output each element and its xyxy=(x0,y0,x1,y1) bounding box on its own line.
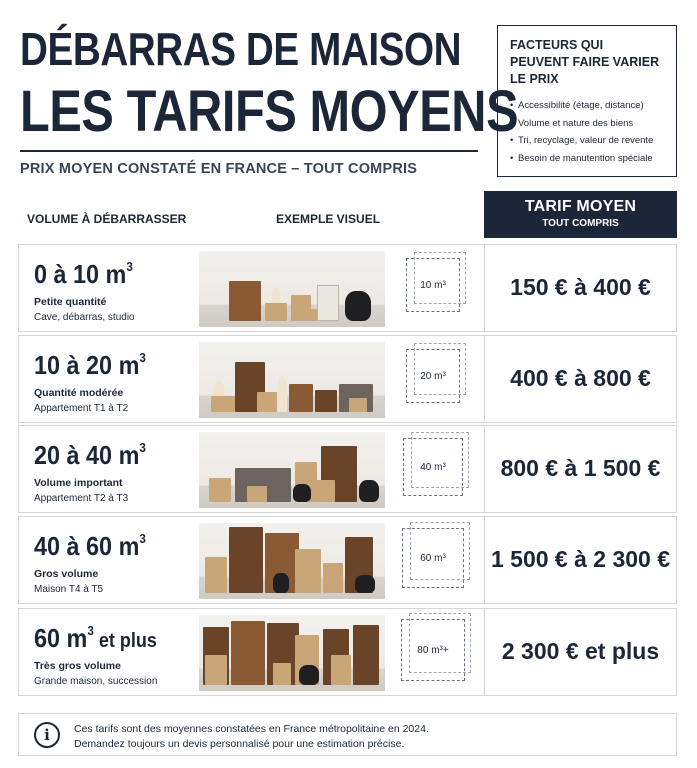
housing-description: Maison T4 à T5 xyxy=(34,584,104,595)
volume-cube-icon: 10 m³ xyxy=(406,258,460,312)
quantity-label: Quantité modérée xyxy=(34,387,124,399)
table-row xyxy=(18,335,677,423)
tarif-header-title: TARIF MOYEN xyxy=(524,198,637,215)
factors-list xyxy=(510,97,664,167)
quantity-label: Gros volume xyxy=(34,568,99,580)
furniture-photo xyxy=(199,523,385,599)
info-text xyxy=(74,722,429,752)
volume-range: 20 à 40 $m^3$ xyxy=(34,440,146,470)
title-divider xyxy=(20,150,478,152)
housing-description: Appartement T2 à T3 xyxy=(34,493,129,504)
quantity-label: Petite quantité xyxy=(34,296,107,308)
factor-item: • Besoin de manutention spéciale xyxy=(510,150,664,168)
price-range: 1 500 € à 2 300 € xyxy=(490,546,671,572)
page-subtitle: PRIX MOYEN CONSTATÉ EN FRANCE – TOUT COMPRIS xyxy=(20,161,418,177)
column-header-volume: VOLUME À DÉBARRASSER xyxy=(27,212,187,226)
page-title-line1: DÉBARRAS DE MAISON xyxy=(20,23,462,75)
price-range: 400 € à 800 € xyxy=(510,365,651,391)
table-row xyxy=(18,244,677,332)
info-line: Demandez toujours un devis personnalisé pour une estimation précise. xyxy=(74,738,405,750)
column-header-tarif xyxy=(484,191,677,238)
info-line: Ces tarifs sont des moyennes constatées en France métropolitaine en 2024. xyxy=(74,723,429,735)
page-title-line2: LES TARIFS MOYENS xyxy=(20,79,519,144)
factor-item: • Volume et nature des biens xyxy=(510,115,664,133)
factor-item: • Accessibilité (étage, distance) xyxy=(510,97,664,115)
factor-item: • Tri, recyclage, valeur de revente xyxy=(510,132,664,150)
volume-range: 0 à 10 $m^3$ xyxy=(34,259,133,289)
table-row xyxy=(18,516,677,604)
volume-cube-icon: 80 m³+ xyxy=(401,619,465,681)
housing-description: Appartement T1 à T2 xyxy=(34,403,129,414)
housing-description: Grande maison, succession xyxy=(34,676,158,687)
price-range: 150 € à 400 € xyxy=(510,274,651,300)
info-icon: i xyxy=(34,722,60,748)
price-range: 2 300 € et plus xyxy=(501,638,660,664)
price-range: 800 € à 1 500 € xyxy=(500,455,661,481)
volume-cube-icon: 40 m³ xyxy=(403,438,463,496)
quantity-label: Volume important xyxy=(34,477,123,489)
housing-description: Cave, débarras, studio xyxy=(34,312,135,323)
volume-cube-icon: 20 m³ xyxy=(406,349,460,403)
table-row xyxy=(18,425,677,513)
furniture-photo xyxy=(199,342,385,418)
volume-range: 10 à 20 $m^3$ xyxy=(34,350,146,380)
quantity-label: Très gros volume xyxy=(34,660,121,672)
price-factors-box xyxy=(497,25,677,177)
furniture-photo xyxy=(199,615,385,691)
info-note xyxy=(18,713,677,756)
tarif-header-subtitle: TOUT COMPRIS xyxy=(542,218,619,229)
column-header-example: EXEMPLE VISUEL xyxy=(276,212,381,226)
furniture-photo xyxy=(199,432,385,508)
volume-range: 60 $m^3$ et plus xyxy=(34,623,157,653)
furniture-photo xyxy=(199,251,385,327)
volume-range: 40 à 60 $m^3$ xyxy=(34,531,146,561)
table-row xyxy=(18,608,677,696)
volume-cube-icon: 60 m³ xyxy=(402,528,464,588)
factors-title: FACTEURS QUI PEUVENT FAIRE VARIER LE PRIX xyxy=(510,38,660,86)
